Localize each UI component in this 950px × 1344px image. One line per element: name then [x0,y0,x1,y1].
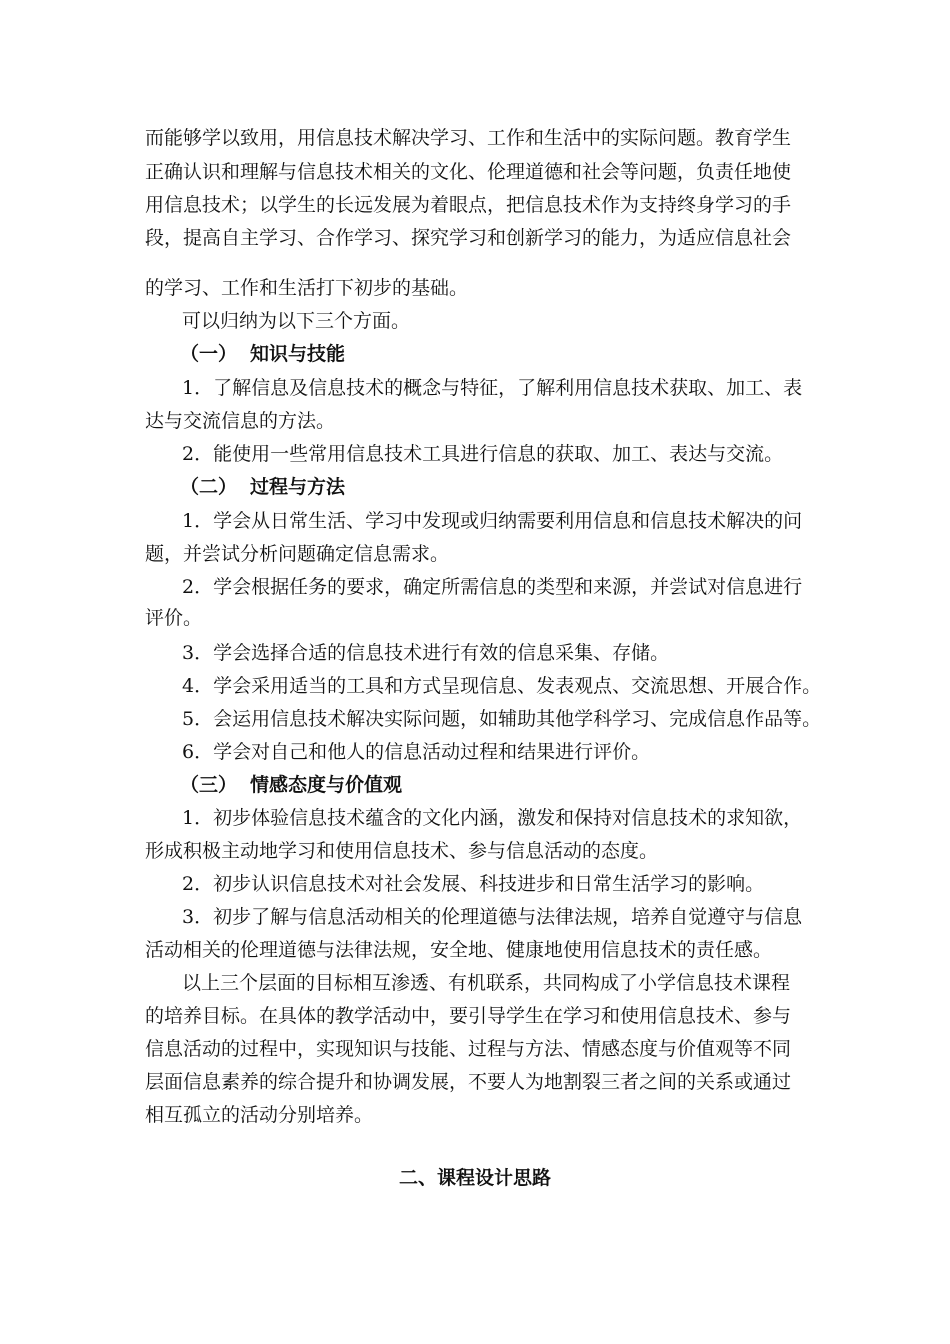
list-item-line: 4．学会采用适当的工具和方式呈现信息、发表观点、交流思想、开展合作。 [182,675,822,697]
section-heading-attitudes-values [180,773,402,797]
list-item-line: 题，并尝试分析问题确定信息需求。 [145,543,450,565]
list-item-line: 形成积极主动地学习和使用信息技术、参与信息活动的态度。 [145,840,659,862]
list-item-line: 6．学会对自己和他人的信息活动过程和结果进行评价。 [182,741,651,763]
chapter-title: 二、课程设计思路 [398,1167,551,1189]
intro-line: 的学习、工作和生活打下初步的基础。 [145,277,469,299]
closing-line: 信息活动的过程中，实现知识与技能、过程与方法、情感态度与价值观等不同 [145,1038,792,1060]
list-item-line: 2．学会根据任务的要求，确定所需信息的类型和来源，并尝试对信息进行 [182,576,803,598]
list-item-line: 1．初步体验信息技术蕴含的文化内涵，激发和保持对信息技术的求知欲， [182,807,803,829]
section-number: （二） [180,476,238,498]
section-number: （三） [180,774,238,796]
intro-line: 正确认识和理解与信息技术相关的文化、伦理道德和社会等问题，负责任地使 [145,161,792,183]
section-title: 过程与方法 [250,476,346,498]
closing-line: 以上三个层面的目标相互渗透、有机联系，共同构成了小学信息技术课程 [182,972,791,994]
section-heading-process-methods [180,475,345,499]
intro-line: 而能够学以致用，用信息技术解决学习、工作和生活中的实际问题。教育学生 [145,127,792,149]
section-title: 知识与技能 [250,343,346,365]
list-item-line: 2．能使用一些常用信息技术工具进行信息的获取、加工、表达与交流。 [182,443,784,465]
list-item-line: 3．初步了解与信息活动相关的伦理道德与法律法规，培养自觉遵守与信息 [182,906,803,928]
list-item-line: 1．了解信息及信息技术的概念与特征，了解利用信息技术获取、加工、表 [182,377,803,399]
list-item-line: 1．学会从日常生活、学习中发现或归纳需要利用信息和信息技术解决的问 [182,510,803,532]
closing-line: 相互孤立的活动分别培养。 [145,1104,374,1126]
list-item-line: 2．初步认识信息技术对社会发展、科技进步和日常生活学习的影响。 [182,873,765,895]
section-title: 情感态度与价值观 [250,774,403,796]
intro-line: 段，提高自主学习、合作学习、探究学习和创新学习的能力，为适应信息社会 [145,227,792,249]
list-item-line: 评价。 [145,607,203,629]
summary-line: 可以归纳为以下三个方面。 [182,310,411,332]
section-heading-knowledge-skills [180,342,345,366]
list-item-line: 5．会运用信息技术解决实际问题，如辅助其他学科学习、完成信息作品等。 [182,708,822,730]
list-item-line: 达与交流信息的方法。 [145,410,336,432]
closing-line: 的培养目标。在具体的教学活动中，要引导学生在学习和使用信息技术、参与 [145,1005,792,1027]
intro-line: 用信息技术；以学生的长远发展为着眼点，把信息技术作为支持终身学习的手 [145,194,792,216]
list-item-line: 3．学会选择合适的信息技术进行有效的信息采集、存储。 [182,642,670,664]
closing-line: 层面信息素养的综合提升和协调发展，不要人为地割裂三者之间的关系或通过 [145,1071,792,1093]
list-item-line: 活动相关的伦理道德与法律法规，安全地、健康地使用信息技术的责任感。 [145,939,773,961]
section-number: （一） [180,343,238,365]
